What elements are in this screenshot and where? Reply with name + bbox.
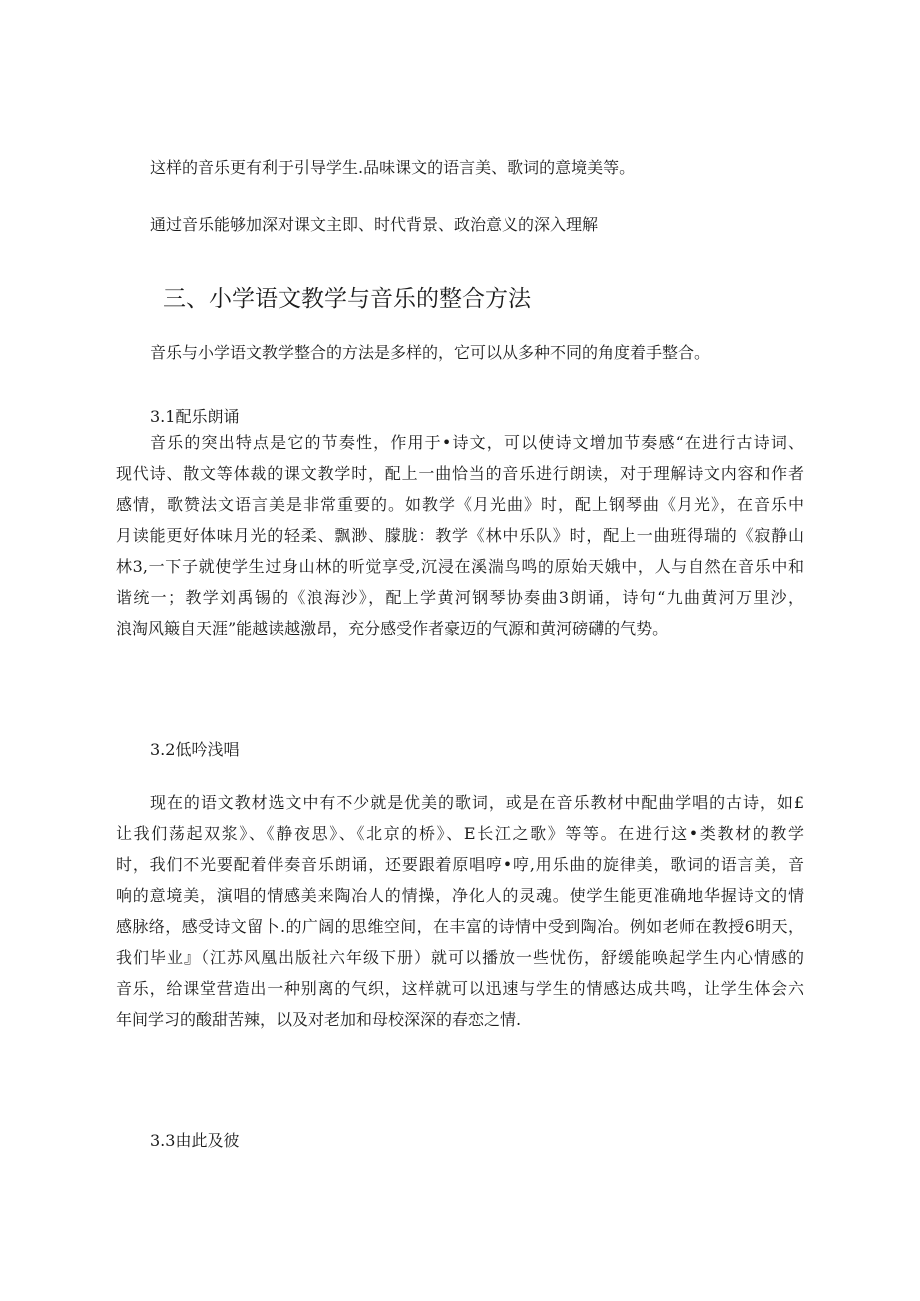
paragraph-line: 现在的语文教材选文中有不少就是优美的歌词，或是在音乐教材中配曲学唱的古诗，如£ bbox=[150, 793, 804, 812]
subsection-3-2-title: 3.2低吟浅唱 bbox=[150, 740, 240, 759]
paragraph-line: 浪淘风簸自天涯”能越读越激昂，充分感受作者豪迈的气源和黄河磅礴的气势。 bbox=[116, 619, 669, 638]
paragraph-line: 响的意境美，演唱的情感美来陶冶人的情操，净化人的灵魂。使学生能更准确地华握诗文的情 bbox=[116, 886, 804, 905]
subsection-3-1-paragraph bbox=[116, 427, 804, 644]
paragraph-line: 现代诗、散文等体裁的课文教学时，配上一曲恰当的音乐进行朗读，对于理解诗文内容和作者 bbox=[116, 464, 804, 483]
body-line-1: 这样的音乐更有利于引导学生.品味课文的语言美、歌词的意境美等。 bbox=[150, 158, 636, 177]
paragraph-line: 音乐的突出特点是它的节奏性，作用于•诗文，可以使诗文增加节奏感“在进行古诗词、 bbox=[150, 433, 804, 452]
paragraph-line: 月读能更好体味月光的轻柔、飘渺、朦胧：教学《林中乐队》时，配上一曲班得瑞的《寂静山 bbox=[116, 526, 804, 545]
section-heading: 三、小学语文教学与音乐的整合方法 bbox=[163, 286, 531, 312]
subsection-3-2-paragraph bbox=[116, 787, 804, 1035]
subsection-3-1-title: 3.1配乐朗诵 bbox=[150, 407, 240, 426]
paragraph-line: 音乐，给课堂营造出一种别离的气织，这样就可以迅速与学生的情感达成共鸣，让学生体会六 bbox=[116, 979, 804, 998]
paragraph-line: 年间学习的酸甜苦辣，以及对老加和母校深深的春恋之情. bbox=[116, 1010, 522, 1029]
paragraph-line: 感脉络，感受诗文留卜.的广阔的思维空间，在丰富的诗情中受到陶冶。例如老师在教授6明天， bbox=[116, 917, 804, 936]
paragraph-line: 时，我们不光要配着伴奏音乐朗诵，还要跟着原唱哼•哼,用乐曲的旋律美，歌词的语言美，音 bbox=[116, 855, 804, 874]
paragraph-line: 林3,一下子就使学生过身山林的听觉享受,沉浸在溪湍鸟鸣的原始天娥中，人与自然在音乐中和 bbox=[116, 557, 804, 576]
paragraph-line: 让我们荡起双浆》、《静夜思》、《北京的桥》、E长江之歌》等等。在进行这•类教材的教学 bbox=[116, 824, 804, 843]
subsection-3-3-title: 3.3由此及彼 bbox=[150, 1131, 240, 1150]
paragraph-line: 我们毕业』（江苏风凰出版社六年级下册）就可以播放一些忧伤，舒缓能唤起学生内心情感的 bbox=[116, 948, 804, 967]
paragraph-line: 谐统一；教学刘禹锡的《浪海沙》，配上学黄河钢琴协奏曲3朗诵，诗句“九曲黄河万里沙， bbox=[116, 588, 804, 607]
paragraph-line: 感情，歌赞法文语言美是非常重要的。如教学《月光曲》时，配上钢琴曲《月光》，在音乐中 bbox=[116, 495, 804, 514]
body-line-2: 通过音乐能够加深对课文主即、时代背景、政治意义的深入理解 bbox=[150, 215, 599, 234]
section-intro: 音乐与小学语文教学整合的方法是多样的，它可以从多种不同的角度着手整合。 bbox=[150, 343, 711, 362]
